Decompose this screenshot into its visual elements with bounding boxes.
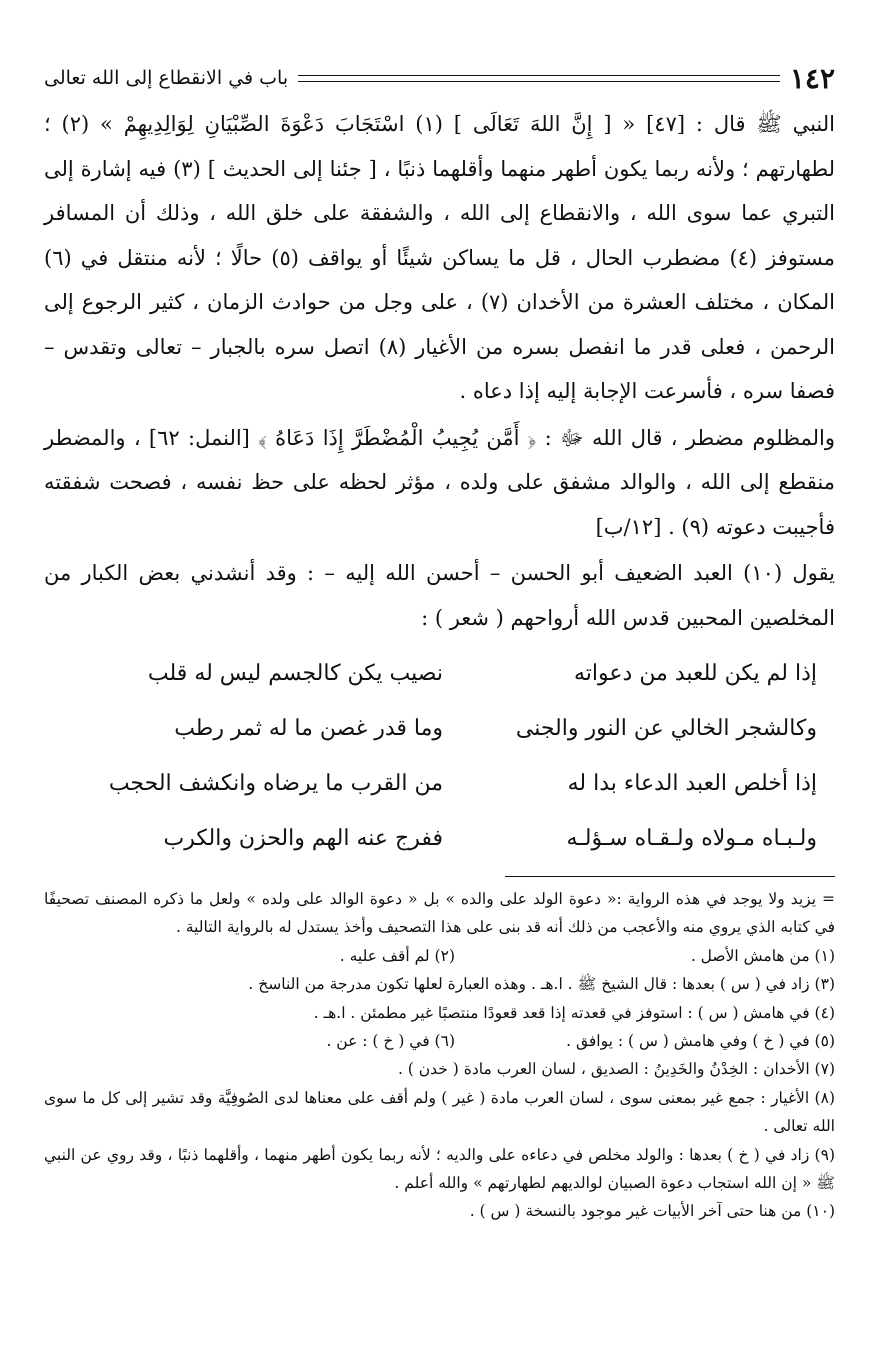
paragraph-3: يقول (١٠) العبد الضعيف أبو الحسن – أحسن الله إليه – : وقد أنشدني بعض الكبار من المخلصين المحبين قدس الله أرواحهم ( شعر ) : [44,561,835,630]
footnote-7: (٧) الأخدان : الخِدْنُ والخَدِينُ : الصديق ، لسان العرب مادة ( خدن ) . [397,1060,835,1079]
footnote-4: (٤) في هامش ( س ) : استوفز في قعدته إذا قعد قعودًا منتصبًا غير مطمئن . ا.هـ . [313,1003,835,1022]
page-number: ١٤٢ [789,61,835,95]
footnote-5: (٥) في ( خ ) وفي هامش ( س ) : يوافق . [566,1032,835,1051]
running-title: باب في الانقطاع إلى الله تعالى [44,67,289,89]
poem [44,646,835,866]
footnote-1: (١) من هامش الأصل . [690,946,835,965]
footnote-3: (٣) زاد في ( س ) بعدها : قال الشيخ ﷺ . ا.هـ . وهذه العبارة لعلها تكون مدرجة من الناسخ . [248,975,835,994]
verse-first-hemistich: ولـبـاه مـولاه ولـقـاه سـؤلـه [566,826,817,851]
footnote-6: (٦) في ( خ ) : عن . [326,1032,455,1051]
poem-verse [44,756,835,811]
footnote-separator [505,876,835,877]
footnote-2: (٢) لم أقف عليه . [339,946,455,965]
footnotes [44,885,835,1226]
footnote-9: (٩) زاد في ( خ ) بعدها : والولد مخلص في دعاءه على والديه ؛ لأنه ربما يكون أطهر منهما ، وأقلهما ذنبًا ، وقد روي عن النبي ﷺ « إن الله استجاب دعوة الصبيان لوالديهم لطهارتهم » والله أعلم . [44,1145,835,1193]
footnote-continuation: = يزيد ولا يوجد في هذه الرواية :« دعوة الولد على والده » بل « دعوة الوالد على ولده » ولعل ما ذكره المصنف تصحيفًا في كتابه الذي يروي منه والأعجب من ذلك أنه قد بنى على هذا التصحيف وأخذ يستدل له بالرواية التالية . [44,890,835,937]
verse-first-hemistich: إذا أخلص العبد الدعاء بدا له [567,771,817,796]
verse-second-hemistich: من القرب ما يرضاه وانكشف الحجب [108,771,443,796]
footnote-row [44,1027,835,1055]
footnote-row [44,942,835,970]
poem-verse [44,811,835,866]
verse-first-hemistich: إذا لم يكن للعبد من دعواته [574,661,817,686]
verse-second-hemistich: وما قدر غصن ما له ثمر رطب [174,716,443,741]
main-text [44,102,835,640]
header-double-rule [298,75,780,82]
paragraph-1: النبي ﷺ قال : [٤٧] « [ إِنَّ اللهَ تَعَالَى ] (١) اسْتَجَابَ دَعْوَةَ الصِّبْيَانِ لِوَالِدِيهِمْ » (٢) ؛ لطهارتهم ؛ ولأنه ربما يكون أطهر منهما وأقلهما ذنبًا ، [ جئنا إلى الحديث ] (٣) فيه إشارة إلى التبري عما سوى الله ، والانقطاع إلى الله ، والشفقة على خلق الله ، وذلك أن المسافر مستوفز (٤) مضطرب الحال ، قل ما يساكن شيئًا أو يواقف (٥) حالًا ؛ لأنه منتقل في (٦) المكان ، مختلف العشرة من الأخدان (٧) ، على وجل من حوادث الزمان ، كثير الرجوع إلى الرحمن ، فعلى قدر ما انفصل بسره من الأغيار (٨) اتصل سره بالجبار – تعالى وتقدس – فصفا سره ، فأسرعت الإجابة إليه إذا دعاه . [44,112,835,403]
verse-second-hemistich: ففرج عنه الهم والحزن والكرب [163,826,443,851]
poem-verse [44,646,835,701]
footnote-10: (١٠) من هنا حتى آخر الأبيات غير موجود بالنسخة ( س ) . [469,1202,835,1221]
verse-first-hemistich: وكالشجر الخالي عن النور والجنى [515,716,817,741]
paragraph-2: والمظلوم مضطر ، قال الله ﷻ : ﴿ أَمَّن يُجِيبُ الْمُضْطَرَّ إِذَا دَعَاهُ ﴾ [النمل: ٦٢] ، والمضطر منقطع إلى الله ، والوالد مشفق على ولده ، مؤثر لحظه على حظ نفسه ، فصحت شفقته فأجيبت دعوته (٩) . [١٢/ب] [44,425,835,539]
poem-verse [44,701,835,756]
footnote-8: (٨) الأغيار : جمع غير بمعنى سوى ، لسان العرب مادة ( غير ) ولم أقف على معناها لدى الصُوفِيَّة وقد تشير إلى كل ما سوى الله تعالى . [44,1088,835,1136]
page-header [44,60,835,96]
verse-second-hemistich: نصيب يكن كالجسم ليس له قلب [147,661,443,686]
